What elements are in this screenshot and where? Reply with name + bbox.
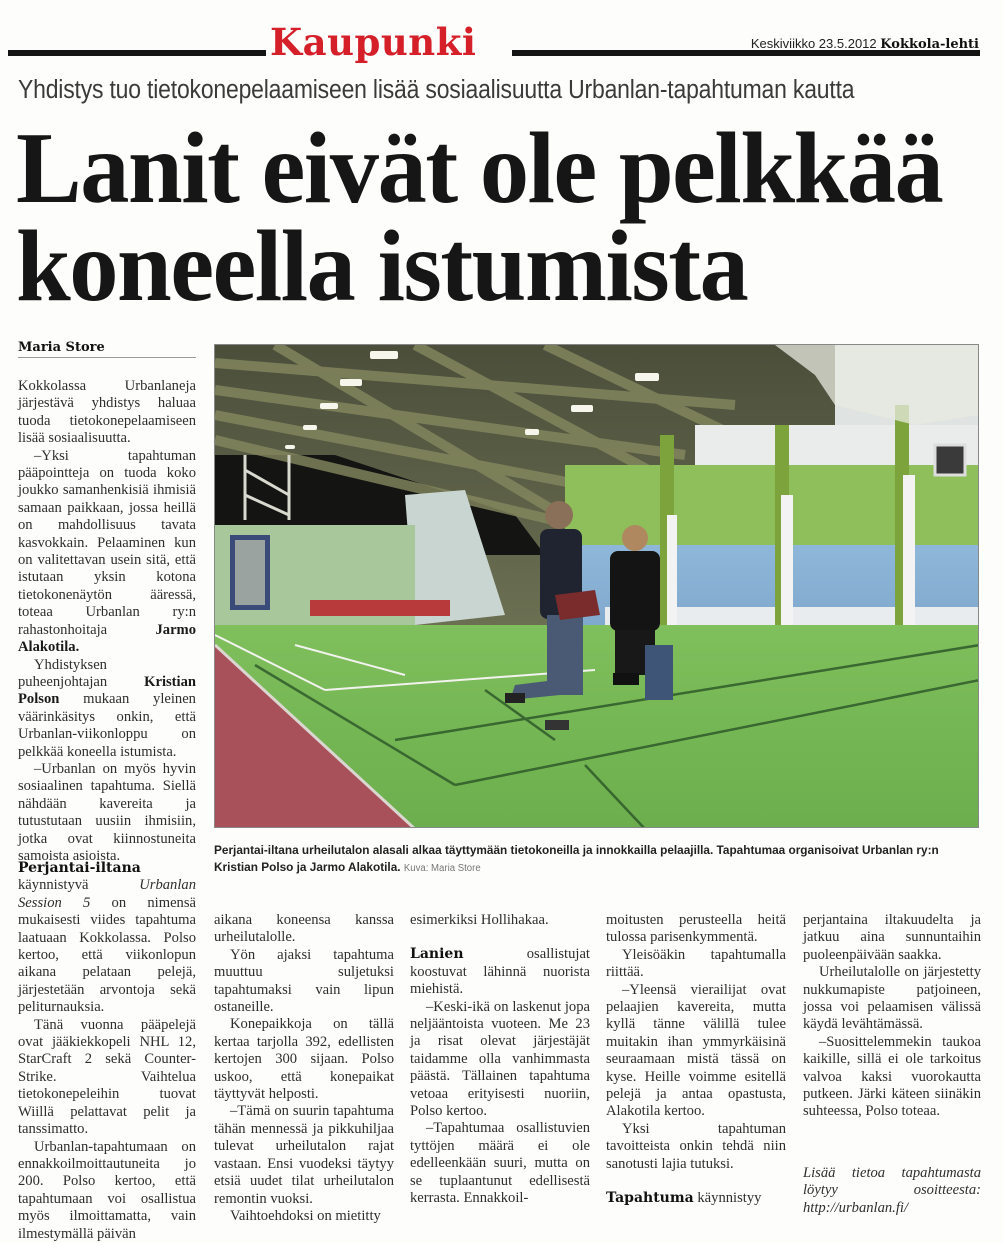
col4-paragraph-5: [606, 1190, 786, 1207]
person-name-polson: Kristian Polson: [18, 673, 196, 708]
body-column-2: [214, 912, 394, 1225]
col2-paragraph-5: Vaihtoehdoksi on mietitty: [230, 1207, 381, 1224]
col2-paragraph-1: aikana koneensa kanssa urheilutalolle.: [214, 912, 394, 946]
intro-p3-pre: Yhdistyksen puheenjohtajan: [18, 656, 108, 690]
col5-paragraph-2: Urheilutalolle on järjestetty nukkumapiste patjoineen, jossa voi pelaamisen välissä käydä levähtämässä.: [803, 964, 981, 1033]
sports-hall-photo: [215, 345, 979, 828]
intro-paragraph-1: Kokkolassa Urbanlaneja järjestävä yhdistys haluaa tuoda tietokonepelaamiseen lisää sosiaalisuutta.: [18, 378, 196, 447]
col1-p1-b: on nimensä mukaisesti viides tapahtuma laatuaan Kokkolassa. Polso kertoo, että viikonlopun aikana pelataan pelejä, järjestetään arvontoja sekä peliturnauksia.: [18, 894, 196, 1016]
col3-paragraph-3: –Keski-ikä on laskenut jopa neljääntoista vuoteen. Me 23 ja risat olevat järjestäjät taidamme olla vanhimmasta päästä. Tällainen tapahtuma vetoaa erityisesti nuoriin, Polso kertoo.: [410, 998, 590, 1120]
intro-p2-text: –Yksi tapahtuman pääpointteja on tuoda koko joukko samanhenkisiä ihmisiä samaan paikkaan, jossa heillä on mahdollisuus tavata kasvokkain. Pelaaminen kun on valitettavan usein sitä, että istutaan yksin kotona tietokonenäytön ääressä, toteaa Urbanlan ry:n rahastonhoitaja: [18, 447, 196, 638]
col1-paragraph-2: Tänä vuonna pääpelejä ovat jääkiekkopeli NHL 12, StarCraft 2 sekä Counter-Strike. Vaihtelua tietokonepeleihin tuovat Wiillä pelattavat pelit ja tanssimatto.: [18, 1016, 196, 1138]
col4-p5-text: käynnistyy: [697, 1190, 762, 1207]
photo-caption: [214, 842, 953, 877]
issue-date: Keskiviikko 23.5.2012: [750, 36, 877, 51]
col3-paragraph-2: [410, 946, 590, 998]
col1-p1-a: käynnistyvä: [18, 877, 89, 894]
photo-credit: Kuva: Maria Store: [403, 863, 481, 874]
col5-paragraph-1: perjantaina iltakuudelta ja jatkuu aina sunnuntaihin puoleenpäivään saakka.: [803, 912, 981, 963]
col3-paragraph-4: –Tapahtumaa osallistuvien tyttöjen määrä ei ole edelleenkään suuri, mutta on se tuplaantunut edellisestä kerrasta. Ennakkoil-: [410, 1120, 590, 1207]
person-name-alakotila: Jarmo Alakotila.: [18, 621, 196, 656]
article-kicker: Yhdistys tuo tietokonepelaamiseen lisää sosiaalisuutta Urbanlan-tapahtuman kautta: [18, 76, 855, 104]
col2-paragraph-2: Yön ajaksi tapahtuma muuttuu suljetuksi tapahtumaksi vain lipun ostaneille.: [214, 946, 394, 1016]
section-title: Kaupunki: [270, 20, 477, 64]
col1-paragraph-1: [18, 860, 196, 1017]
intro-paragraph-2: [18, 448, 196, 657]
col1-paragraph-3: Urbanlan-tapahtumaan on ennakkoilmoittautuneita jo 200. Polso kertoo, että tapahtumaan voi osallistua myös ilmoittamatta, vain ilmestymällä päivän: [18, 1138, 196, 1242]
more-info-link[interactable]: Lisää tietoa tapahtumasta löytyy osoitteesta: http://urbanlan.fi/: [803, 1164, 981, 1216]
intro-p3-post: mukaan yleinen väärinkäsitys onkin, että Urbanlan-viikonloppu on pelkkää koneella istumista.: [18, 691, 196, 760]
newspaper-name: Kokkola-lehti: [880, 37, 979, 52]
col2-paragraph-3: Konepaikkoja on tällä kertaa tarjolla 392, edellisten kertojen 300 sijaan. Polso uskoo, että konepaikat täyttyvät helposti.: [214, 1016, 394, 1103]
intro-column: [18, 378, 196, 865]
col1-lead: Perjantai-iltana: [18, 860, 141, 876]
article-headline: [16, 112, 943, 323]
body-column-5: [803, 912, 981, 1217]
col4-paragraph-2: Yleisöäkin tapahtumalla riittää.: [606, 946, 786, 981]
col3-p2-text: osallistujat koostuvat lähinnä nuorista miehistä.: [410, 946, 590, 998]
intro-paragraph-4: –Urbanlan on myös hyvin sosiaalinen tapahtuma. Siellä nähdään kavereita ja tutustutaan uusiin ihmisiin, jotka ovat kiinnostuneita samoista asioista.: [18, 760, 196, 864]
body-column-4: [606, 912, 786, 1208]
col3-paragraph-1: esimerkiksi Hollihakaa.: [410, 912, 549, 928]
event-name: Urbanlan Session 5: [18, 877, 196, 911]
byline: Maria Store: [18, 340, 196, 358]
body-column-1: [18, 860, 196, 1243]
caption-text: Perjantai-iltana urheilutalon alasali alkaa täyttymään tietokoneilla ja innokkailla pelaajilla. Tapahtumaa organisoivat Urbanlan ry:n Kristian Polso ja Jarmo Alakotila.: [214, 843, 939, 874]
col4-lead: Tapahtuma: [606, 1190, 694, 1207]
headline-line-2: koneella istumista: [16, 210, 748, 323]
headline-line-1: Lanit eivät ole pelkkää: [16, 112, 943, 225]
col4-paragraph-1: moitusten perusteella heitä tulossa parisenkymmentä.: [606, 912, 786, 946]
article-photo: [214, 344, 979, 828]
col5-paragraph-3: –Suosittelemmekin taukoa kaikille, sillä ei ole tarkoitus valvoa kaksi vuorokautta putkeen. Järki käteen siinäkin suhteessa, Polso toteaa.: [803, 1033, 981, 1120]
header-rule-left: [8, 50, 266, 56]
intro-paragraph-3: [18, 657, 196, 761]
col3-lead: Lanien: [410, 946, 464, 963]
body-column-3: [410, 912, 590, 1208]
col4-paragraph-4: Yksi tapahtuman tavoitteista onkin tehdä niin sanotusti lajia tutuksi.: [606, 1120, 786, 1172]
col2-paragraph-4: –Tämä on suurin tapahtuma tähän mennessä ja pikkuhiljaa tulevat urheilutalon rajat vastaan. Ensi vuodeksi täytyy etsiä uudet tilat urheilutalon remontin vuoksi.: [214, 1103, 394, 1207]
col4-paragraph-3: –Yleensä vierailijat ovat pelaajien kavereita, mutta kyllä tänne välillä tulee muitakin ihan ymmyrkäisinä seuraamaan mistä tässä on kyse. Heille voimme esitellä pelejä ja antaa opastusta, Alakotila kertoo.: [606, 981, 786, 1120]
dateline: [751, 36, 979, 52]
